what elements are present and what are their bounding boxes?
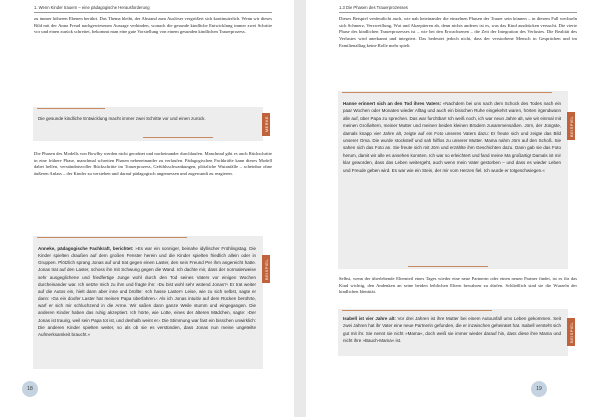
merke-tab: MERKE [262, 113, 270, 136]
beispiel-box [338, 309, 568, 356]
right-page [306, 0, 600, 417]
beispiel-tab: BEISPIEL [567, 318, 575, 346]
beispiel-text: Hanne erinnert sich an den Tod ihres Vaters: »Nachdem bei uns nach dem Schock des Todes nach ein paar Wochen oder Monaten wieder Alltag und auch ein bisschen Ruhe eingekehrt waren, hörten irgendwann alle auf, über Papa zu sprechen. Das war furchtbar! Ich weiß noch, ich war neun Jahre alt, wie wir einmal mit meinen Großeltern, meiner Mutter und meinen beiden kleinen Brüdern zusammensaßen. Jörn, der Jüngste, damals knapp vier Jahre alt, zeigte auf ein Foto unseres Vaters dazu: Er freute sich und zeigte das Bild unserer Oma. Die wurde stocksteif und sah hilflos zu unserer Mutter. Mama nahm Jörn auf den Schoß. Sie sahen sich das Foto an. Sie freute sich mit Jörn und erzählte ihm Geschichten dazu. Dann gab sie das Foto herum, damit wir alle es ansehen konnten. Ich war so erleichtert und fand meine Ma großartig! Damals ist mir klar geworden, dass das Leben weitergeht, auch wenn mein Vater gestorben – und dass es wieder Leben und Freude geben wird. Es war wie ein Stein, der mir vom Herzen fiel. Ich wurde er totgeschwiegen.« [343, 101, 561, 173]
decorative-stroke [342, 92, 552, 93]
header-rule [34, 12, 272, 13]
decorative-stroke [342, 310, 492, 311]
beispiel-lead: Hanne erinnert sich an den Tod ihres Vaters: [343, 101, 442, 106]
beispiel-lead: Anneke, pädagogische Fachkraft, berichtet: [38, 246, 134, 251]
merke-box [33, 107, 263, 141]
decorative-stroke [37, 108, 105, 109]
body-paragraph: Selbst, wenn der überlebende Elternteil eines Tages wieder eine neue Partnerin oder einen neuen Partner findet, ist es für das Kind wichtig, den Andenken an seine beiden leiblichen Eltern bewahren zu dürfen. Schließlich sind sie die Wurzeln der kindlichen Identität. [339, 276, 577, 295]
decorative-stroke [408, 266, 488, 267]
beispiel-lead: Isabell ist vier Jahre alt: [343, 316, 396, 321]
decorative-stroke [37, 237, 187, 238]
beispiel-tab: BEISPIEL [567, 112, 575, 140]
page-number: 19 [531, 381, 547, 397]
header-rule [339, 12, 577, 13]
merke-text: Die gesunde kindliche Entwicklung macht immer zwei Schritte vor und einen zurück. [38, 116, 206, 121]
body-paragraph: zu immer höheren Ebenen berührt. Das Thema bleibt, der Abstand zum Auslöser vergrößert sich kontinuierlich. Wenn wir dieses Bild mit der Anna Freud nachgewiesenen Aussage verbinden, wonach die gesunde kindliche Entwicklung immer zwei Schritte vor und einen zurück schreitet, bekommt man eine gute Vorstellung von einem gesunden kindlichen Trauerprozess. [34, 16, 272, 35]
beispiel-text: Anneke, pädagogische Fachkraft, berichtet: »Es war ein sonniger, beinahe idyllischer Frühlingstag. Die Kinder spielten draußen auf dem großen Fenster herein und die Kinder spielten friedlich allein oder in Gruppen. Plötzlich sprang Jonas auf und trat gegen einen Laster, den sein Freund Per ihm angereicht hatte. Jonas trat auf den Laster, schoss ihn mit Schwung gegen die Wand. Ich dachte mir, dass der normalerweise sehr ausgeglichene und friedfertige Junge wohl durch den Tod seines Vaters vor einigen Wochen durcheinander war. Ich setzte mich zu ihm und fragte ihn: ›Du bist wohl sehr wütend Jonas?‹ Er trat weiter auf die Autos ein, hielt dann aber inne und brüllte: ›Ich hasse Laster!‹ Leise, wie zu sich selbst, sagte er dann: ›Ga ein doofer Laster hat meinen Papa überfahren.‹ Als ich Jonas intuitiv auf dem Rücken berührte, warf er sich mir schluchzend in die Arme. Wir saßen dann ganze Weile stumm und eingegangen. Die anderen Kinder haben das ruhig akzeptiert. Ich hörte, wie Lotte, eines der älteren Mädchen, sagte: ›Der Jonas ist traurig, weil sein Papa tot ist, und deshalb weint er.‹ Die Stimmung war fast ein bisschen unwirklich: Die anderen Kinder spielten weiter, so als ob sie es verstünden, dass Jonas nun meine ungeteilte Aufmerksamkeit braucht.« [38, 246, 256, 337]
running-header: 1.3 Die Phasen des Trauerprozesses [339, 5, 408, 10]
body-paragraph: Die Phasen des Modells von Bowlby werden nicht geordnet und nacheinander durchlaufen. Manchmal gibt es auch Rückschritte in eine frühere Phase, manchmal schreiten Phasen nebeneinander zu verlaufen. Pädagogischen Fachkräfte kann dieses Modell dabei helfen, verständnisvoller Rückschritte im Trauerprozess, Gefühlsschwankungen, plötzliche Wutanfälle – scheinbar ohne äußeren Anlass – der Kinder zu verstehen und darauf pädagogisch angemessen und zugewandt zu reagieren. [34, 151, 272, 177]
beispiel-box [33, 236, 263, 369]
left-page [0, 0, 294, 417]
decorative-stroke [143, 137, 213, 138]
beispiel-tab: BEISPIEL [262, 255, 270, 283]
page-number: 18 [22, 381, 38, 397]
beispiel-text: Isabell ist vier Jahre alt: Vor drei Jahren ist ihre Mutter bei einem Autounfall ums Leben gekommen. Seit zwei Jahren hat ihr Vater eine neue Partnerin gefunden, die er inzwischen geheiratet hat. Isabell versteht sich gut mit ihr. Sie nennt sie nicht »Mama«, doch weiß sie immer wieder darauf hin, dass diese ihre Mama und nicht ihre »Bauch-Mama« ist. [343, 316, 561, 343]
running-header: 1. Wenn Kinder trauern – eine pädagogische Herausforderung [34, 5, 150, 10]
beispiel-box [338, 91, 568, 269]
body-paragraph: Dieses Beispiel verdeutlicht auch, wie nah beieinander die einzelnen Phasen der Trauer sein können – in diesem Fall wechseln sich Schmerz, Verzweiflung, Wut und Akzeptieren ab, denn nichts anderes ist es, was das Kind ausdrücken versucht. Die vierte Phase des kindlichen Trauerprozesses ist – wie bei den Erwachsenen – die Zeit der Integration des Verlustes. Die Realität des Verlustes wird anerkannt und integriert. Das bedeutet jedoch nicht, dass der verstorbene Mensch in Gesprächen und im Familienalltag keine Rolle mehr spielt. [339, 16, 577, 48]
